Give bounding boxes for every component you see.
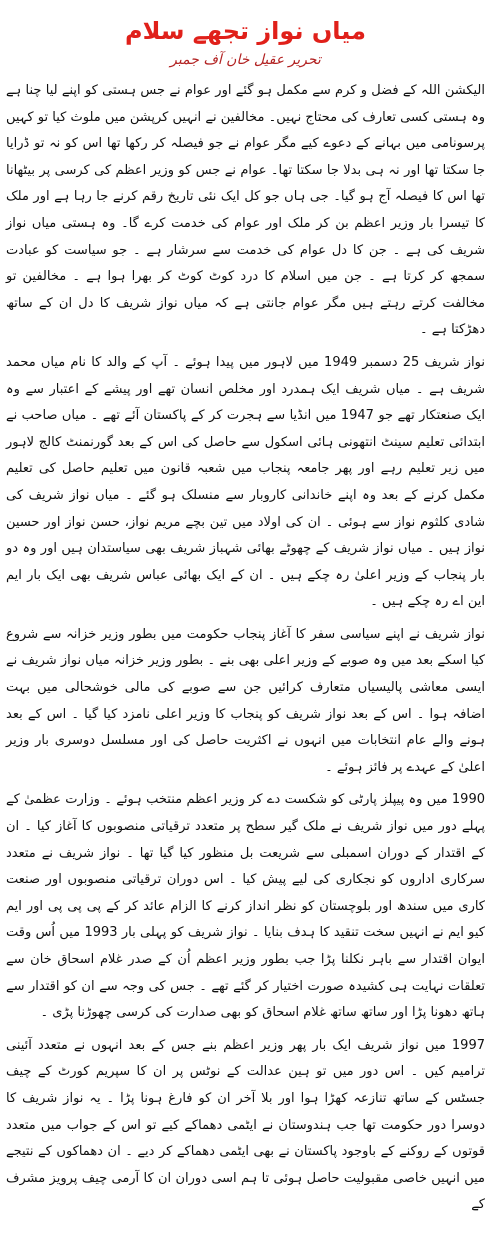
article-body	[6, 78, 485, 1219]
article-paragraph-2: نواز شریف 25 دسمبر 1949 میں لاہور میں پیدا ہوئے ۔ آپ کے والد کا نام میاں محمد شریف ہے ۔ میاں شریف ایک ہمدرد اور مخلص انسان تھے اور پیشے کے اعتبار سے وہ ایک صنعتکار تھے جو 1947 میں انڈیا سے ہجرت کر کے پاکستان آئے تھے ۔ میاں صاحب نے ابتدائی تعلیم سینٹ انتھونی ہائی اسکول سے حاصل کی اس کے بعد گورنمنٹ کالج لاہور میں زیر تعلیم رہے اور پھر جامعہ پنجاب میں شعبہ قانون میں تعلیم حاصل کی تعلیم مکمل کرنے کے بعد وہ اپنے خاندانی کاروبار سے منسلک ہو گئے ۔ میاں نواز شریف کی شادی کلثوم نواز سے ہوئی ۔ ان کی اولاد میں تین بچے مریم نواز، حسن نواز اور حسین نواز ہیں ۔ میاں نواز شریف کے چھوٹے بھائی شہباز شریف بھی سیاستدان ہیں اور وہ دو بار پنجاب کے وزیر اعلیٰ رہ چکے ہیں ۔ ان کے ایک بھائی عباس شریف بھی ایک بار ایم این اے رہ چکے ہیں ۔	[6, 354, 485, 610]
article-paragraph-3: نواز شریف نے اپنے سیاسی سفر کا آغاز پنجاب حکومت میں بطور وزیر خزانہ سے شروع کیا اسکے بعد میں وہ صوبے کے وزیر اعلی بھی بنے ۔ بطور وزیر خزانہ میاں نواز شریف نے ایسی معاشی پالیسیاں متعارف کرائیں جن سے صوبے کی مالی خوشحالی میں بہت اضافہ ہوا ۔ اس کے بعد نواز شریف کو پنجاب کا وزیر اعلی نامزد کیا گیا ۔ اس کے بعد ہونے والے عام انتخابات میں انہوں نے اکثریت حاصل کی اور مسلسل دوسری بار وزیر اعلیٰ کے عہدے پر فائز ہوئے ۔	[6, 626, 485, 775]
article-paragraph-5: 1997 میں نواز شریف ایک بار پھر وزیر اعظم بنے جس کے بعد انہوں نے متعدد آئینی ترامیم کیں ۔ اس دور میں تو ہین عدالت کے نوٹس پر ان کا سپریم کورٹ کے چیف جسٹس کے ساتھ تنازعہ کھڑا ہوا اور بلا آخر ان کو فارغ ہونا پڑا ۔ یہ نواز شریف کا دوسرا دور حکومت تھا جب ہندوستان نے ایٹمی دھماکے کیے تو اس کے جواب میں متعدد قوتوں کے روکنے کے باوجود پاکستان نے بھی ایٹمی دھماکے کر دیے ۔ ان دھماکوں کے نتیجے میں انہیں خاصی مقبولیت حاصل ہوئی تا ہم اسی دوران ان کا آرمی چیف پرویز مشرف کے	[6, 1037, 485, 1213]
article-title: میاں نواز تجھے سلام	[125, 17, 366, 45]
article-paragraph-4: 1990 میں وہ پیپلز پارٹی کو شکست دے کر وزیر اعظم منتخب ہوئے ۔ وزارت عظمیٰ کے پہلے دور میں نواز شریف نے ملک گیر سطح پر متعدد ترقیاتی منصوبوں کا آغاز کیا ۔ ان کے اقتدار کے دوران اسمبلی سے شریعت بل منظور کیا گیا تھا ۔ نواز شریف نے متعدد سرکاری اداروں کو نجکاری کی لیے پیش کیا ۔ اس دوران ترقیاتی منصوبوں اور صنعت کاری میں سندھ اور بلوچستان کو نظر انداز کرنے کا الزام عائد کر کے پی پی پی اور ایم کیو ایم نے انہیں سخت تنقید کا ہدف بنایا ۔ نواز شریف کو پہلی بار 1993 میں اُس وقت ایوان اقتدار سے باہر نکلنا پڑا جب بطور وزیر اعظم اُن کے صدر غلام اسحاق خان سے تعلقات نہایت ہی کشیدہ صورت اختیار کر گئے تھے ۔ جس کی وجہ سے ان کو اقتدار سے ہاتھ دھونا پڑا اور ساتھ ساتھ غلام اسحاق کو بھی صدارت کی کرسی چھوڑنا پڑی ۔	[6, 792, 485, 1021]
article-paragraph-1: الیکشن اللہ کے فضل و کرم سے مکمل ہو گئے اور عوام نے جس ہستی کو اپنے لیا چنا ہے وہ ہستی کسی تعارف کی محتاج نہیں۔ مخالفین نے انہیں کرپشن میں ملوث کیا تو کہیں پرسونامی میں بہانے کے دعوے کیے مگر عوام نے جو فیصلہ کر رکھا تھا اس کو نہ تو ڈرایا جا سکتا تھا اور نہ ہی بدلا جا سکتا تھا۔ عوام نے جس کو وزیر اعظم کی کرسی پر بیٹھانا تھا اس کا فیصلہ آج ہو گیا۔ جی ہاں جو کل ایک نئی تاریخ رقم کرنے جا رہا ہے اور ملک کا تیسرا بار وزیر اعظم بن کر ملک اور عوام کی خدمت کرے گا۔ وہ ہستی میاں نواز شریف کی ہے ۔ جن کا دل عوام کی خدمت سے سرشار ہے ۔ جو سیاست کو عبادت سمجھ کر کرتا ہے ۔ جن میں اسلام کا درد کوٹ کوٹ کر بھرا ہوا ہے ۔ مخالفین تو مخالفت کرتے رہتے ہیں مگر عوام جانتی ہے کہ میاں نواز شریف کا دل ان کے ساتھ دھڑکتا ہے ۔	[6, 83, 485, 338]
article-byline: تحریر عقیل خان آف جمبر	[170, 52, 321, 68]
